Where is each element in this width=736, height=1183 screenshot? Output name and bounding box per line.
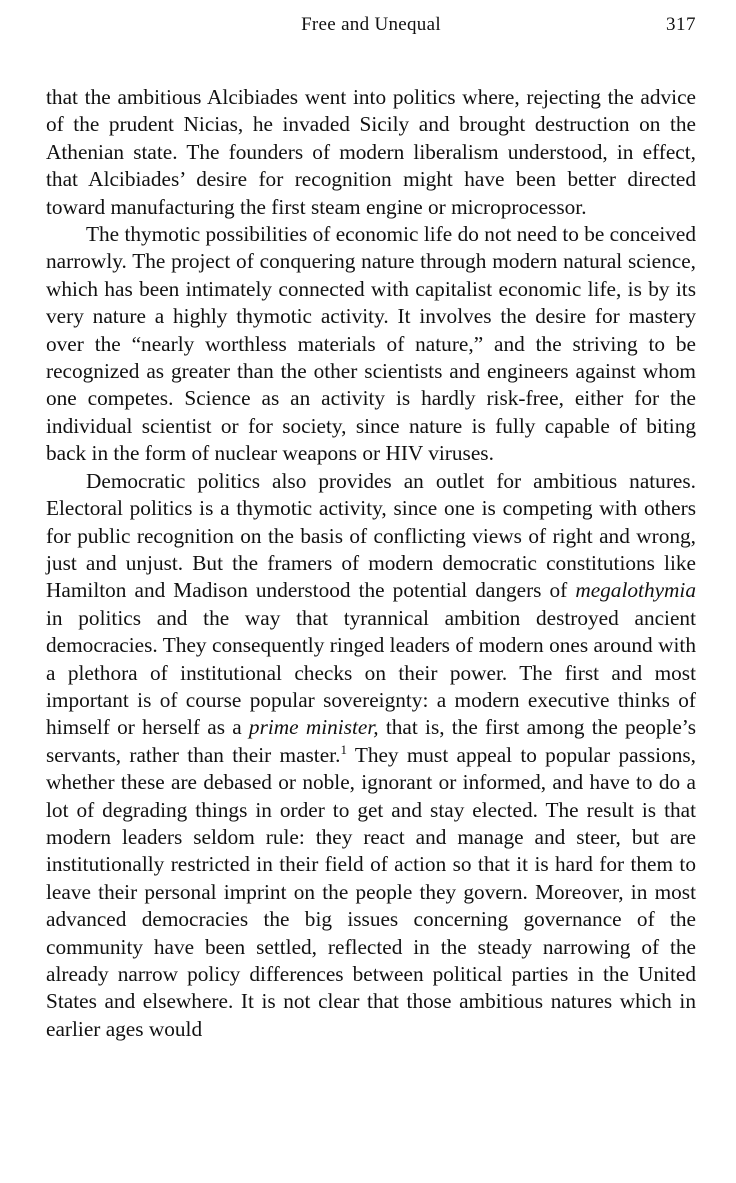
text-run: that the ambitious Alcibiades went into politics where, rejecting the advice of the prudent Nicias, he invaded Sicily and brought destruction on the Athenian state. The founders of modern liberalism understood, in effect, that Alcibiades’ desire for recognition might have been better directed toward manufacturing the first steam engine or microprocessor. bbox=[46, 85, 696, 219]
paragraph bbox=[46, 221, 696, 468]
book-page bbox=[46, 0, 696, 1043]
footnote-marker: 1 bbox=[340, 741, 347, 757]
text-run: The thymotic possibilities of economic life do not need to be conceived narrowly. The project of conquering nature through modern natural science, which has been intimately connected with capitalist economic life, is by its very nature a highly thymotic activity. It involves the desire for mastery over the “nearly worthless materials of nature,” and the striving to be recognized as greater than the other scientists and engineers against whom one competes. Science as an activity is hardly risk-free, either for the individual scientist or for society, since nature is fully capable of biting back in the form of nuclear weapons or HIV viruses. bbox=[46, 222, 696, 466]
italic-term: megalothymia bbox=[575, 578, 696, 603]
paragraph bbox=[46, 84, 696, 221]
italic-term: prime minister, bbox=[248, 715, 379, 740]
text-run: Democratic politics also provides an outlet for ambitious natures. Electoral politics is a thymotic activity, since one is competing with others for public recognition on the basis of conflicting views of right and wrong, just and unjust. But the framers of modern democratic constitutions like Hamilton and Madison understood the potential dangers of bbox=[46, 468, 696, 603]
body-text bbox=[46, 84, 696, 1043]
text-run: that is, the first among the people’s servants, rather than their master. bbox=[46, 715, 696, 767]
running-header bbox=[46, 0, 696, 38]
text-run: They must appeal to popular passions, whether these are debased or noble, ignorant or informed, and have to do a lot of degrading things in order to get and stay elected. The result is that modern leaders seldom rule: they react and manage and steer, but are institutionally restricted in their field of action so that it is hard for them to leave their personal imprint on the people they govern. Moreover, in most advanced democracies the big issues concerning governance of the community have been settled, reflected in the steady narrowing of the already narrow policy differences between political parties in the United States and elsewhere. It is not clear that those ambitious natures which in earlier ages would bbox=[46, 742, 696, 1041]
paragraph bbox=[46, 468, 696, 1044]
running-title: Free and Unequal bbox=[301, 14, 441, 35]
text-run: in politics and the way that tyrannical ambition destroyed ancient democracies. They consequently ringed leaders of modern ones around with a plethora of institutional checks on their power. The first and most important is of course popular sovereignty: a modern executive thinks of himself or herself as a bbox=[46, 605, 696, 740]
page-number: 317 bbox=[666, 14, 696, 35]
